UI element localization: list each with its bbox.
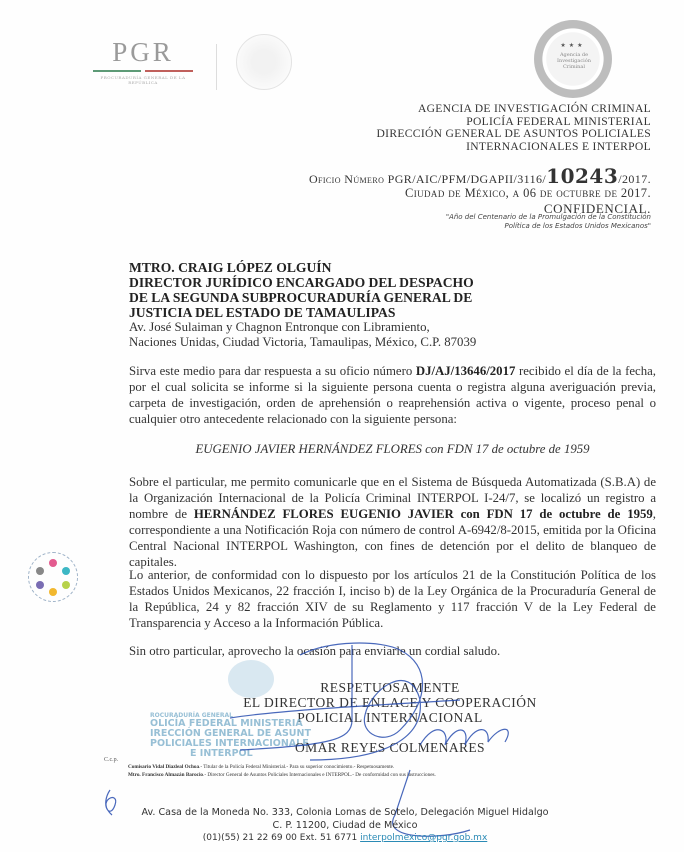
oficio-number	[309, 164, 651, 188]
recipient-block	[129, 260, 474, 320]
pgr-logo-subtitle: PROCURADURÍA GENERAL DE LA REPÚBLICA	[100, 75, 186, 85]
stamp-line: IRECCIÓN GENERAL DE ASUNT	[150, 728, 311, 739]
place-date: Ciudad de México, a 06 de octubre de 2017.	[405, 186, 651, 200]
signature-stroke	[106, 790, 116, 815]
ccp-entry	[128, 771, 436, 779]
p1-text-cont: recibido el día de la fecha, por el cual solicita se informe si la siguiente persona cuenta o registra alguna averiguación previa, carpeta de investigación, orden de aprehensión o reaprehensión activa o vigente, proceso penal o cualquier otro antecedente relacionado con la siguiente persona:	[129, 364, 656, 426]
signer-title: EL DIRECTOR DE ENLACE Y COOPERACIÓN	[243, 695, 537, 710]
aic-seal-text: Agencia de Investigación Criminal	[557, 52, 591, 70]
paragraph-legal-basis: Lo anterior, de conformidad con lo dispuesto por los artículos 21 de la Constitución Política de los Estados Unidos Mexicanos, 22 fracción I, inciso b) de la Ley Orgánica de la Procuraduría General de la República, 24 y 82 fracción XIV de su Reglamento y 117 fracción V de la Ley Federal de Transparencia y Acceso a la Información Pública.	[129, 568, 656, 630]
pgr-logo-stripes	[88, 70, 198, 72]
stamp-line: OLICÍA FEDERAL MINISTERIA	[150, 718, 303, 729]
oficio-prefix: Oficio Número PGR/AIC/PFM/DGAPII/3116/	[308, 172, 547, 186]
reference-number: DJ/AJ/13646/2017	[415, 364, 516, 378]
header-divider	[216, 44, 217, 90]
footer-address	[130, 806, 560, 845]
pgr-logo-text: PGR	[112, 37, 174, 67]
pgr-logo	[88, 38, 198, 85]
finding-highlight: HERNÁNDEZ FLORES EUGENIO JAVIER con FDN 17 de octubre de 1959	[193, 507, 653, 521]
closing: RESPETUOSAMENTE	[320, 680, 460, 695]
recipient-address	[129, 320, 476, 350]
agency-line: AGENCIA DE INVESTIGACIÓN CRIMINAL	[417, 102, 651, 115]
ccp-label: C.c.p.	[104, 757, 119, 763]
recipient-line: DE LA SEGUNDA SUBPROCURADURÍA GENERAL DE	[129, 290, 473, 305]
hands-circle-logo-icon	[28, 552, 78, 602]
aic-seal-stars: ★★★	[560, 42, 586, 49]
p3-text-cont: , correspondiente a una Notificación Roja con número de control A-6942/8-2015, emitida por la Oficina Central Nacional INTERPOL Washington, con fines de detención por el delito de blanqueo de capitales.	[129, 507, 656, 569]
motto-line: "Año del Centenario de la Promulgación de la Constitución	[445, 213, 651, 221]
agency-line: INTERNACIONALES E INTERPOL	[466, 139, 651, 153]
signer-name: OMAR REYES COLMENARES	[295, 740, 485, 755]
ccp-note: .- Director General de Asuntos Policiales Internacionales e INTERPOL.- De conformidad con sus instrucciones.	[203, 772, 436, 778]
classification: CONFIDENCIAL.	[543, 201, 651, 216]
signer-title: POLICIAL INTERNACIONAL	[297, 710, 483, 725]
ccp-list	[128, 763, 436, 779]
oficio-suffix: /2017.	[618, 172, 651, 186]
oficio-block	[309, 164, 651, 217]
ccp-name: Mtro. Francisco Almazán Barocio	[128, 772, 204, 778]
stamp-line: E INTERPOL	[190, 748, 253, 759]
paragraph-closing: Sin otro particular, aprovecho la ocasión para enviarle un cordial saludo.	[129, 644, 501, 658]
footer-phone: (01)(55) 21 22 69 00 Ext. 51 6771	[202, 833, 361, 843]
p1-text: Sirva este medio para dar respuesta a su oficio número	[129, 364, 416, 378]
ccp-name: Comisario Vidal Diazleal Ochoa	[128, 764, 200, 770]
address-line: Naciones Unidas, Ciudad Victoria, Tamaulipas, México, C.P. 87039	[129, 335, 477, 349]
agency-line: DIRECCIÓN GENERAL DE ASUNTOS POLICIALES	[376, 127, 651, 141]
ccp-entry	[128, 763, 436, 771]
oficio-number-big: 10243	[546, 164, 619, 188]
footer-contact	[130, 832, 560, 845]
footer-email-link[interactable]: interpolmexico@pgr.gob.mx	[360, 833, 488, 843]
footer-line: Av. Casa de la Moneda No. 333, Colonia Lomas de Sotelo, Delegación Miguel Hidalgo	[141, 807, 549, 818]
recipient-line: JUSTICIA DEL ESTADO DE TAMAULIPAS	[129, 305, 396, 320]
paragraph-finding	[129, 474, 656, 570]
year-motto	[446, 213, 651, 231]
paragraph-request	[129, 363, 656, 427]
footer-line: C. P. 11200, Ciudad de México	[272, 820, 418, 831]
recipient-line: DIRECTOR JURÍDICO ENCARGADO DEL DESPACHO	[129, 275, 474, 290]
recipient-line: MTRO. CRAIG LÓPEZ OLGUÍN	[129, 260, 332, 275]
stamp-line: ROCURADURÍA GENERAL	[150, 712, 233, 719]
agency-header	[377, 103, 652, 153]
agency-line: POLICÍA FEDERAL MINISTERIAL	[466, 114, 651, 128]
stamp-line: POLICIALES INTERNACIONALE	[150, 738, 309, 749]
ccp-note: .- Titular de la Policía Federal Ministerial.- Para su superior conocimiento.- Respetuosamente.	[199, 764, 395, 770]
motto-line: Política de los Estados Unidos Mexicanos"	[504, 222, 651, 230]
subject-person: EUGENIO JAVIER HERNÁNDEZ FLORES con FDN 17 de octubre de 1959	[195, 442, 590, 456]
address-line: Av. José Sulaiman y Chagnon Entronque con Libramiento,	[129, 320, 430, 334]
p3-text: Sobre el particular, me permito comunicarle que en el Sistema de Búsqueda Automatizada (S.B.A) de la Organización Internacional de la Policía Criminal INTERPOL I-24/7, se localizó un registro a nombre de	[129, 475, 656, 521]
mexico-coat-of-arms-icon	[236, 34, 292, 90]
